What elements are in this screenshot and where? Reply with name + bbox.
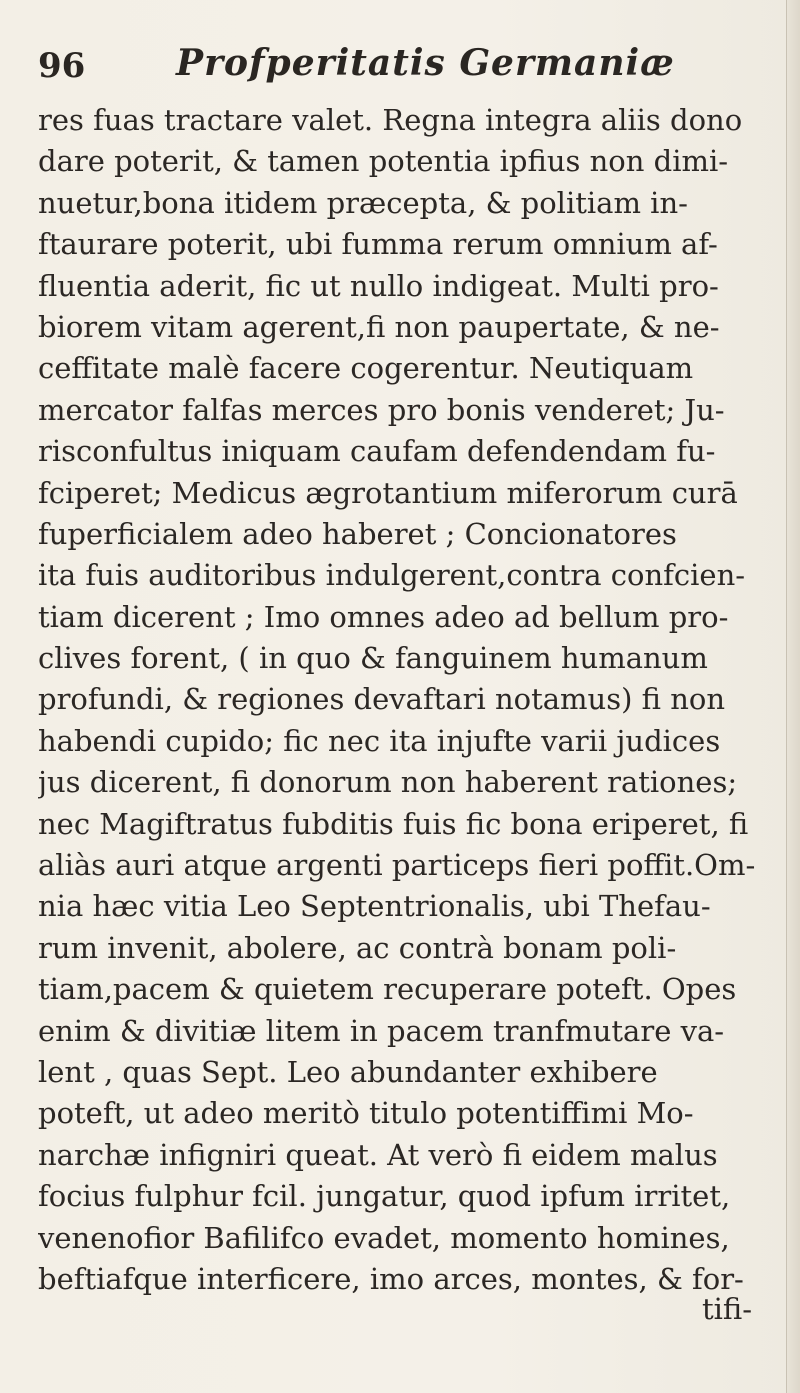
text-line: profundi, & regiones devaftari notamus) fi non — [38, 682, 726, 717]
text-line: ceffitate malè facere cogerentur. Neutiquam — [38, 351, 694, 386]
text-line: lent , quas Sept. Leo abundanter exhibere — [38, 1054, 658, 1089]
page-header — [38, 42, 768, 92]
running-title: Profperitatis Germaniæ — [176, 42, 675, 84]
catchword: tifi- — [702, 1292, 753, 1326]
text-line: res fuas tractare valet. Regna integra aliis dono — [38, 103, 743, 137]
page-number: 96 — [38, 46, 86, 86]
text-line: aliàs auri atque argenti particeps fieri poffit.Om- — [38, 848, 756, 883]
text-line: nec Magiftratus fubditis fuis fic bona eriperet, fi — [38, 806, 749, 841]
text-line: tiam dicerent ; Imo omnes adeo ad bellum pro- — [38, 599, 729, 634]
text-line: tiam,pacem & quietem recuperare poteft. Opes — [38, 972, 737, 1007]
text-line: fluentia aderit, fic ut nullo indigeat. Multi pro- — [38, 268, 719, 303]
text-line: nuetur,bona itidem præcepta, & politiam in- — [38, 185, 688, 220]
text-line: narchæ infigniri queat. At verò fi eidem malus — [38, 1137, 718, 1172]
text-line: jus dicerent, fi donorum non haberent rationes; — [38, 765, 738, 800]
text-line: venenofior Bafilifco evadet, momento homines, — [38, 1220, 730, 1255]
text-line: beftiafque interficere, imo arces, montes, & for- — [38, 1261, 744, 1296]
text-line: habendi cupido; fic nec ita injufte varii judices — [38, 723, 721, 758]
body-text — [38, 100, 778, 1300]
text-line: mercator falfas merces pro bonis venderet; Ju- — [38, 392, 725, 427]
text-line: clives forent, ( in quo & fanguinem humanum — [38, 641, 708, 676]
text-line: poteft, ut adeo meritò titulo potentiffimi Mo- — [38, 1096, 694, 1131]
text-line: focius fulphur fcil. jungatur, quod ipfum irritet, — [38, 1179, 731, 1214]
text-line: fciperet; Medicus ægrotantium miferorum curā — [38, 475, 738, 510]
text-line: rum invenit, abolere, ac contrà bonam poli- — [38, 930, 677, 965]
text-line: dare poterit, & tamen potentia ipfius non dimi- — [38, 144, 729, 179]
text-line: risconfultus iniquam caufam defendendam fu- — [38, 434, 716, 469]
page-edge-line — [786, 0, 787, 1393]
text-line: ftaurare poterit, ubi fumma rerum omnium af- — [38, 227, 718, 262]
page-edge-shadow — [786, 0, 800, 1393]
text-line: enim & divitiæ litem in pacem tranfmutare va- — [38, 1013, 725, 1048]
text-line: fuperficialem adeo haberet ; Concionatores — [38, 516, 677, 551]
text-line: biorem vitam agerent,fi non paupertate, & ne- — [38, 309, 720, 344]
text-line: ita fuis auditoribus indulgerent,contra confcien- — [38, 558, 746, 593]
text-line: nia hæc vitia Leo Septentrionalis, ubi Thefau- — [38, 889, 711, 924]
